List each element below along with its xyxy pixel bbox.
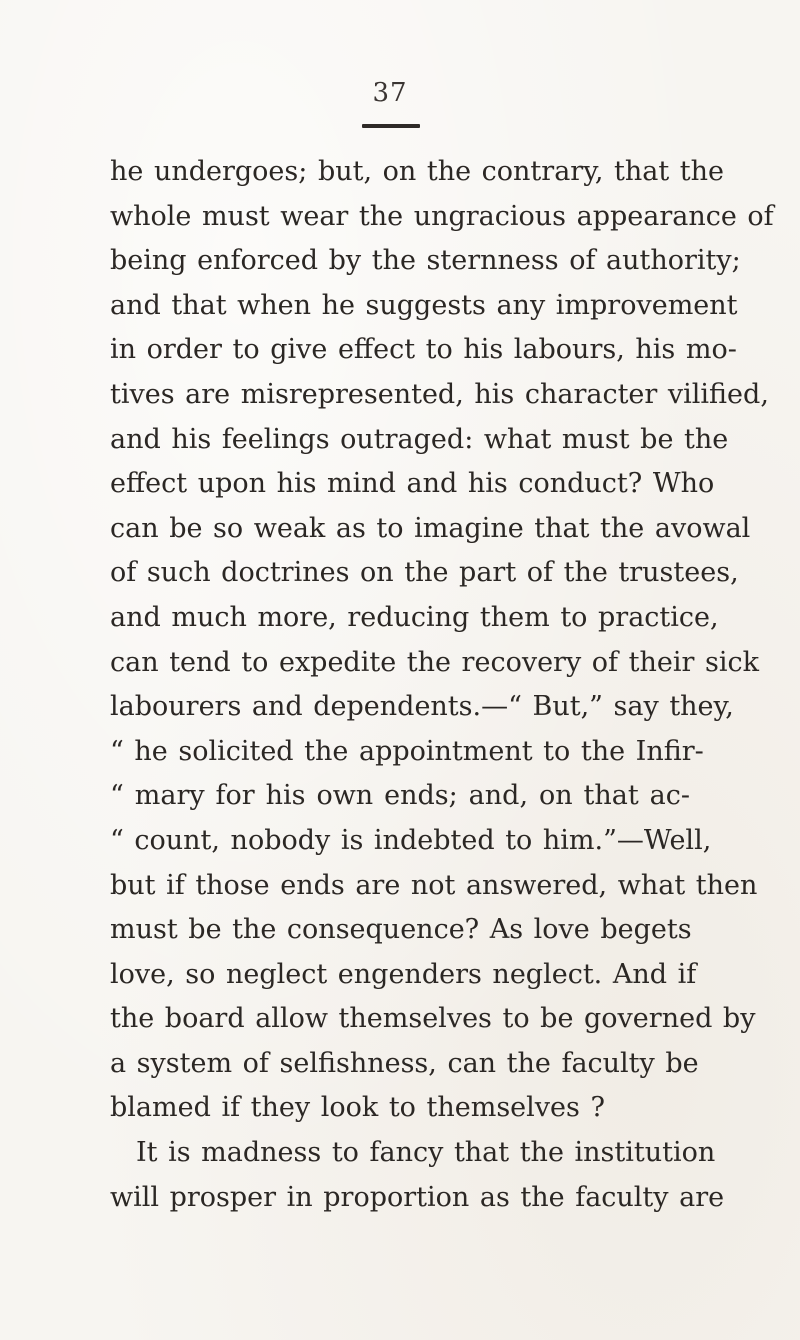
text-line: labourers and dependents.—“ But,” say they, bbox=[110, 691, 734, 723]
body-text bbox=[110, 150, 774, 1220]
text-line: blamed if they look to themselves ? bbox=[110, 1092, 605, 1124]
text-line: being enforced by the sternness of authority; bbox=[110, 245, 741, 277]
text-line: tives are misrepresented, his character vilified, bbox=[110, 378, 769, 410]
text-line: the board allow themselves to be governed by bbox=[110, 1003, 756, 1035]
text-line: can tend to expedite the recovery of their sick bbox=[110, 646, 759, 678]
text-line: and much more, reducing them to practice, bbox=[110, 601, 719, 633]
text-line: love, so neglect engenders neglect. And if bbox=[110, 958, 697, 990]
header-rule bbox=[362, 124, 420, 128]
text-line: can be so weak as to imagine that the avowal bbox=[110, 512, 751, 544]
text-line: whole must wear the ungracious appearance of bbox=[110, 200, 774, 232]
text-line: will prosper in proportion as the faculty are bbox=[110, 1181, 725, 1213]
text-line: “ he solicited the appointment to the Infir- bbox=[110, 735, 704, 767]
text-line: “ count, nobody is indebted to him.”—Well, bbox=[110, 824, 712, 856]
text-line: and his feelings outraged: what must be the bbox=[110, 423, 729, 455]
page-number: 37 bbox=[372, 78, 408, 108]
text-line: It is madness to fancy that the institution bbox=[136, 1137, 716, 1169]
text-line: must be the consequence? As love begets bbox=[110, 914, 692, 946]
text-line: he undergoes; but, on the contrary, that the bbox=[110, 156, 725, 187]
text-line: “ mary for his own ends; and, on that ac- bbox=[110, 780, 690, 812]
text-line: but if those ends are not answered, what then bbox=[110, 869, 758, 901]
text-line: of such doctrines on the part of the trustees, bbox=[110, 557, 739, 589]
text-line: a system of selfishness, can the faculty be bbox=[110, 1047, 699, 1079]
text-line: in order to give effect to his labours, his mo- bbox=[110, 334, 737, 366]
text-line: effect upon his mind and his conduct? Who bbox=[110, 468, 715, 500]
text-line: and that when he suggests any improvement bbox=[110, 289, 738, 321]
